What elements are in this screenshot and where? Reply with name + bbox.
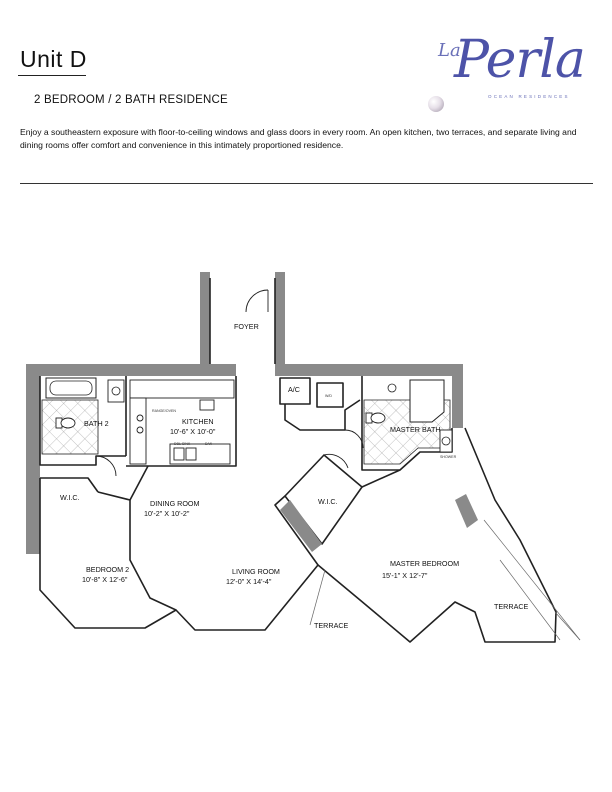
residence-subtitle: 2 BEDROOM / 2 BATH RESIDENCE [34,94,228,106]
window-panel-left [280,500,322,552]
interior-walls [40,278,556,642]
wd-label: W/D [325,394,332,398]
logo-perla-text: Perla [454,30,585,90]
bedroom2-label: BEDROOM 2 [86,565,130,574]
terrace-center-label: TERRACE [314,621,349,630]
unit-title: Unit D [20,46,87,72]
bath2-label: BATH 2 [84,419,109,428]
dining-room-label: DINING ROOM [150,499,200,508]
dw-label: D/W [205,442,212,446]
pearl-icon [428,96,444,112]
foyer-label: FOYER [234,322,259,331]
master-bedroom-dims: 15'-1" X 12'-7" [382,571,428,580]
wic-left-label: W.I.C. [60,493,80,502]
range-oven-label: RANGE/OVEN [152,409,176,413]
shower-icon [410,380,444,422]
master-toilet-icon [366,413,385,423]
title-underline [18,75,86,76]
floor-plan [0,250,612,660]
living-room-dims: 12'-0" X 14'-4" [226,577,272,586]
dbl-sink-label: DBL SINK [174,442,191,446]
master-bedroom-label: MASTER BEDROOM [390,559,460,568]
unit-description: Enjoy a southeastern exposure with floor-to-ceiling windows and glass doors in every room. An open kitchen, two terraces, and separate living and dining rooms offer comfort and convenience in this intimately proportioned residence. [20,127,577,150]
kitchen-dims: 10'-6" X 10'-0" [170,427,216,436]
ac-label: A/C [288,385,300,394]
logo-tagline: OCEAN RESIDENCES [488,94,570,99]
living-room-label: LIVING ROOM [232,567,280,576]
logo-la-text: La [438,40,461,61]
header-divider [20,183,593,184]
wic-center-label: W.I.C. [318,497,338,506]
la-perla-logo [418,26,598,122]
dining-room-dims: 10'-2" X 10'-2" [144,509,190,518]
terrace-right-label: TERRACE [494,602,529,611]
window-panel-right [455,494,478,528]
toilet-icon [56,418,75,428]
shower-label: SHOWER [440,455,457,459]
master-bath-label: MASTER BATH [390,425,441,434]
kitchen-label: KITCHEN [182,417,214,426]
bedroom2-dims: 10'-8" X 12'-6" [82,575,128,584]
